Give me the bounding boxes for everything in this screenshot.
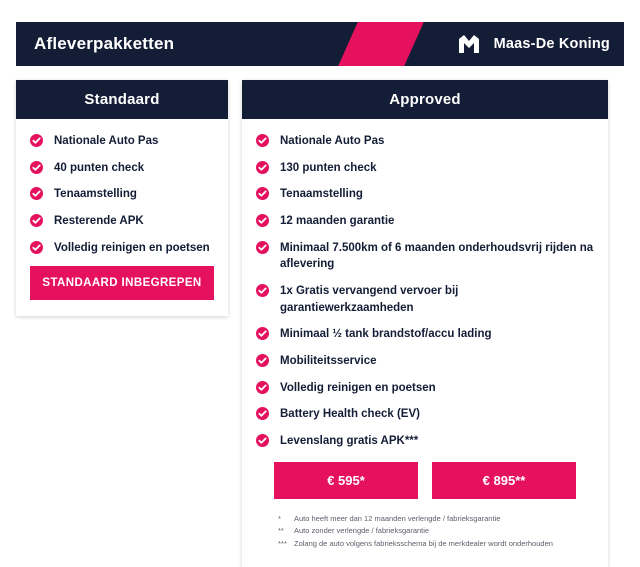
list-item-label: 12 maanden garantie xyxy=(280,215,395,228)
check-icon xyxy=(30,187,43,200)
list-item xyxy=(256,433,594,450)
footnote-mark: * xyxy=(278,513,281,523)
approved-body xyxy=(242,119,608,567)
list-item-label: Minimaal 7.500km of 6 maanden onderhoudsvrij rijden na aflevering xyxy=(280,241,594,271)
list-item-label: Nationale Auto Pas xyxy=(280,135,385,147)
list-item-label: Tenaamstelling xyxy=(280,188,363,201)
check-icon xyxy=(30,161,43,174)
check-icon xyxy=(30,214,43,227)
list-item-label: Battery Health check (EV) xyxy=(280,408,420,421)
standaard-body xyxy=(16,119,228,316)
list-item-label: Resterende APK xyxy=(54,215,144,228)
list-item xyxy=(256,326,594,343)
list-item xyxy=(256,213,594,230)
check-icon xyxy=(256,161,269,174)
list-item-label: Levenslang gratis APK*** xyxy=(280,435,419,448)
standaard-title: Standaard xyxy=(16,80,228,119)
list-item xyxy=(30,133,214,150)
list-item-label: Minimaal ½ tank brandstof/accu lading xyxy=(280,328,492,341)
list-item xyxy=(256,283,594,316)
standaard-feature-list xyxy=(30,133,214,256)
brand-lockup xyxy=(458,22,610,66)
package-card-standaard xyxy=(16,80,228,316)
footnote-mark: ** xyxy=(278,526,284,536)
check-icon xyxy=(256,214,269,227)
standaard-inbegrepen-button[interactable]: STANDAARD INBEGREPEN xyxy=(30,266,214,300)
brand-name: Maas-De Koning xyxy=(493,36,610,52)
list-item xyxy=(30,240,214,257)
list-item-label: 130 punten check xyxy=(280,161,377,174)
footnotes xyxy=(256,513,594,551)
list-item-label: Tenaamstelling xyxy=(54,188,137,201)
check-icon xyxy=(30,134,43,147)
price-button-895[interactable]: € 895** xyxy=(432,462,576,499)
footnote-mark: *** xyxy=(278,539,287,549)
list-item-label: 1x Gratis vervangend vervoer bij garantiewerkzaamheden xyxy=(280,285,459,314)
footnote-text: Auto heeft meer dan 12 maanden verlengde / fabrieksgarantie xyxy=(294,513,501,523)
check-icon xyxy=(256,434,269,447)
list-item xyxy=(30,213,214,230)
list-item xyxy=(256,133,594,150)
list-item xyxy=(256,240,594,273)
list-item-label: Volledig reinigen en poetsen xyxy=(280,381,436,394)
list-item xyxy=(30,186,214,203)
check-icon xyxy=(256,241,269,254)
footnote xyxy=(278,513,588,526)
footnote-text: Zolang de auto volgens fabrieksschema bij de merkdealer wordt onderhouden xyxy=(294,539,553,549)
packages-container xyxy=(16,80,624,567)
list-item-label: Mobiliteitsservice xyxy=(280,355,377,368)
check-icon xyxy=(256,407,269,420)
list-item-label: 40 punten check xyxy=(54,161,145,174)
check-icon xyxy=(256,187,269,200)
footnote xyxy=(278,538,588,551)
footnote xyxy=(278,525,588,538)
check-icon xyxy=(256,327,269,340)
approved-feature-list xyxy=(256,133,594,450)
check-icon xyxy=(256,134,269,147)
list-item xyxy=(256,380,594,397)
price-buttons xyxy=(256,462,594,499)
list-item xyxy=(256,406,594,423)
list-item xyxy=(256,353,594,370)
package-card-approved xyxy=(242,80,608,567)
page-header xyxy=(16,22,624,66)
afleverpakketten-page xyxy=(0,22,640,549)
approved-title: Approved xyxy=(242,80,608,119)
check-icon xyxy=(30,241,43,254)
check-icon xyxy=(256,381,269,394)
list-item xyxy=(256,186,594,203)
list-item-label: Volledig reinigen en poetsen xyxy=(54,241,210,254)
list-item xyxy=(30,160,214,177)
check-icon xyxy=(256,284,269,297)
price-button-595[interactable]: € 595* xyxy=(274,462,418,499)
list-item-label: Nationale Auto Pas xyxy=(54,135,159,147)
list-item xyxy=(256,160,594,177)
footnote-text: Auto zonder verlengde / fabrieksgarantie xyxy=(294,526,430,536)
page-title: Afleverpakketten xyxy=(34,34,175,53)
check-icon xyxy=(256,354,269,367)
m-monogram-icon xyxy=(458,34,484,54)
